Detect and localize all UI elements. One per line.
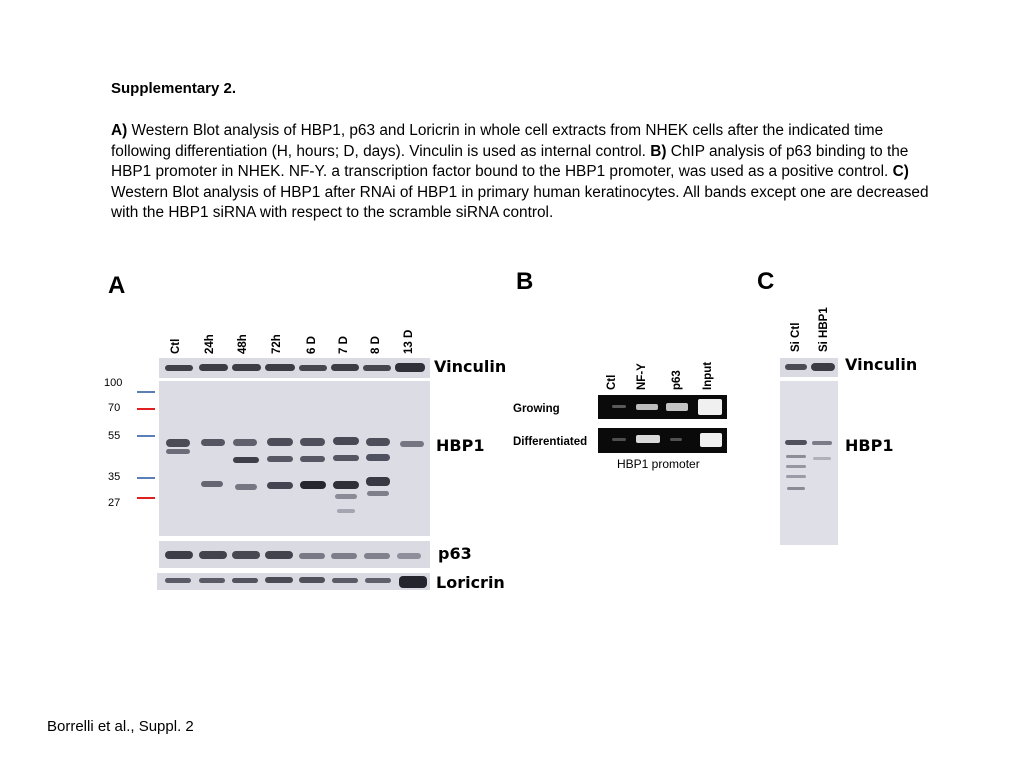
- marker-35-tick: [137, 477, 155, 479]
- band: [201, 481, 223, 487]
- lane-label-si-ctl: Si Ctl: [790, 322, 802, 352]
- band: [267, 482, 293, 489]
- band: [698, 399, 722, 415]
- band: [199, 551, 227, 559]
- panel-c-letter: C: [757, 268, 775, 295]
- lane-label-input: Input: [702, 361, 714, 390]
- band: [299, 577, 325, 583]
- band: [395, 363, 425, 372]
- lane-label-p63: p63: [671, 370, 683, 390]
- band: [399, 576, 427, 588]
- panel-a-p63-label: p63: [438, 544, 472, 563]
- band: [199, 578, 225, 583]
- figure-caption: [111, 121, 941, 224]
- band: [265, 551, 293, 559]
- band: [300, 438, 325, 446]
- marker-55-tick: [137, 435, 155, 437]
- panel-c-vinculin-label: Vinculin: [845, 355, 918, 374]
- marker-55-label: 55: [108, 430, 121, 442]
- caption-b-text: ChIP analysis of p63 binding to the HBP1 promoter in NHEK. NF-Y. a transcription factor bound to the HBP1 promoter, was used as a positive control.: [111, 142, 909, 181]
- band: [786, 455, 806, 458]
- band: [232, 551, 260, 559]
- gel-growing: [598, 395, 727, 419]
- band: [165, 551, 193, 559]
- band: [337, 509, 355, 513]
- gel-differentiated: [598, 428, 727, 453]
- band: [612, 438, 626, 441]
- panel-c-hbp1-blot: [780, 381, 838, 545]
- lane-label-13d: 13 D: [403, 329, 415, 354]
- band: [265, 577, 293, 583]
- band: [786, 465, 806, 468]
- band: [400, 441, 424, 447]
- band: [332, 578, 358, 583]
- caption-c-label: C): [892, 163, 909, 181]
- band: [233, 457, 259, 463]
- panel-a-loricrin-blot: [157, 573, 430, 590]
- band: [785, 440, 807, 445]
- band: [335, 494, 357, 499]
- band: [367, 491, 389, 496]
- band: [787, 487, 805, 490]
- band: [700, 433, 722, 447]
- panel-a-hbp1-blot: [159, 381, 430, 536]
- band: [785, 364, 807, 370]
- band: [364, 553, 390, 559]
- marker-27-label: 27: [108, 497, 121, 509]
- band: [299, 553, 325, 559]
- band: [811, 363, 835, 371]
- band: [165, 578, 191, 583]
- band: [333, 455, 359, 461]
- lane-label-si-hbp1: Si HBP1: [818, 307, 830, 352]
- band: [166, 439, 190, 447]
- lane-label-24h: 24h: [204, 334, 216, 354]
- band: [636, 435, 660, 443]
- band: [300, 456, 325, 462]
- caption-c-text: Western Blot analysis of HBP1 after RNAi of HBP1 in primary human keratinocytes. All bands except one are decreased with the HBP1 siRNA with respect to the scramble siRNA control.: [111, 183, 929, 222]
- band: [235, 484, 257, 490]
- row-label-differentiated: Differentiated: [513, 436, 588, 448]
- band: [813, 457, 831, 460]
- panel-a-p63-blot: [159, 541, 430, 568]
- lane-label-6d: 6 D: [306, 336, 318, 354]
- marker-70-label: 70: [108, 402, 121, 414]
- marker-70-tick: [137, 408, 155, 410]
- lane-label-7d: 7 D: [338, 336, 350, 354]
- panel-c-hbp1-label: HBP1: [845, 436, 894, 455]
- hbp1-promoter-label: HBP1 promoter: [617, 457, 700, 471]
- band: [333, 437, 359, 445]
- band: [670, 438, 682, 441]
- panel-a-letter: A: [108, 272, 126, 299]
- panel-a-hbp1-label: HBP1: [436, 436, 485, 455]
- band: [366, 454, 390, 461]
- band: [331, 553, 357, 559]
- band: [397, 553, 421, 559]
- row-label-growing: Growing: [513, 403, 560, 415]
- band: [666, 403, 688, 411]
- footer-citation: Borrelli et al., Suppl. 2: [47, 718, 194, 735]
- band: [201, 439, 225, 446]
- band: [265, 364, 295, 371]
- panel-a-vinculin-label: Vinculin: [434, 357, 507, 376]
- caption-a-label: A): [111, 122, 128, 139]
- band: [331, 364, 359, 371]
- band: [365, 578, 391, 583]
- figure-heading: Supplementary 2.: [111, 80, 237, 97]
- band: [786, 475, 806, 478]
- band: [300, 481, 326, 489]
- lane-label-ctl: Ctl: [170, 338, 182, 354]
- band: [165, 365, 193, 371]
- marker-100-tick: [137, 391, 155, 393]
- marker-35-label: 35: [108, 471, 121, 483]
- band: [299, 365, 327, 371]
- band: [333, 481, 359, 489]
- lane-label-nfy: NF-Y: [636, 363, 648, 390]
- panel-c-vinculin-blot: [780, 358, 838, 377]
- lane-label-48h: 48h: [237, 334, 249, 354]
- band: [612, 405, 626, 408]
- band: [366, 438, 390, 446]
- marker-27-tick: [137, 497, 155, 499]
- band: [166, 449, 190, 454]
- band: [636, 404, 658, 410]
- band: [233, 439, 257, 446]
- band: [267, 456, 293, 462]
- band: [199, 364, 228, 371]
- lane-label-ctl: Ctl: [606, 374, 618, 390]
- panel-b-letter: B: [516, 268, 534, 295]
- panel-a-loricrin-label: Loricrin: [436, 573, 505, 592]
- marker-100-label: 100: [104, 377, 123, 389]
- band: [363, 365, 391, 371]
- band: [232, 364, 261, 371]
- band: [812, 441, 832, 445]
- band: [232, 578, 258, 583]
- panel-a-vinculin-blot: [159, 358, 430, 378]
- caption-b-label: B): [650, 142, 667, 160]
- lane-label-8d: 8 D: [370, 336, 382, 354]
- lane-label-72h: 72h: [271, 334, 283, 354]
- band: [267, 438, 293, 446]
- band: [366, 477, 390, 486]
- caption-a-text: Western Blot analysis of HBP1, p63 and Loricrin in whole cell extracts from NHEK cells after the indicated time following differentiation (H, hours; D, days). Vinculin is used as internal control.: [111, 122, 884, 160]
